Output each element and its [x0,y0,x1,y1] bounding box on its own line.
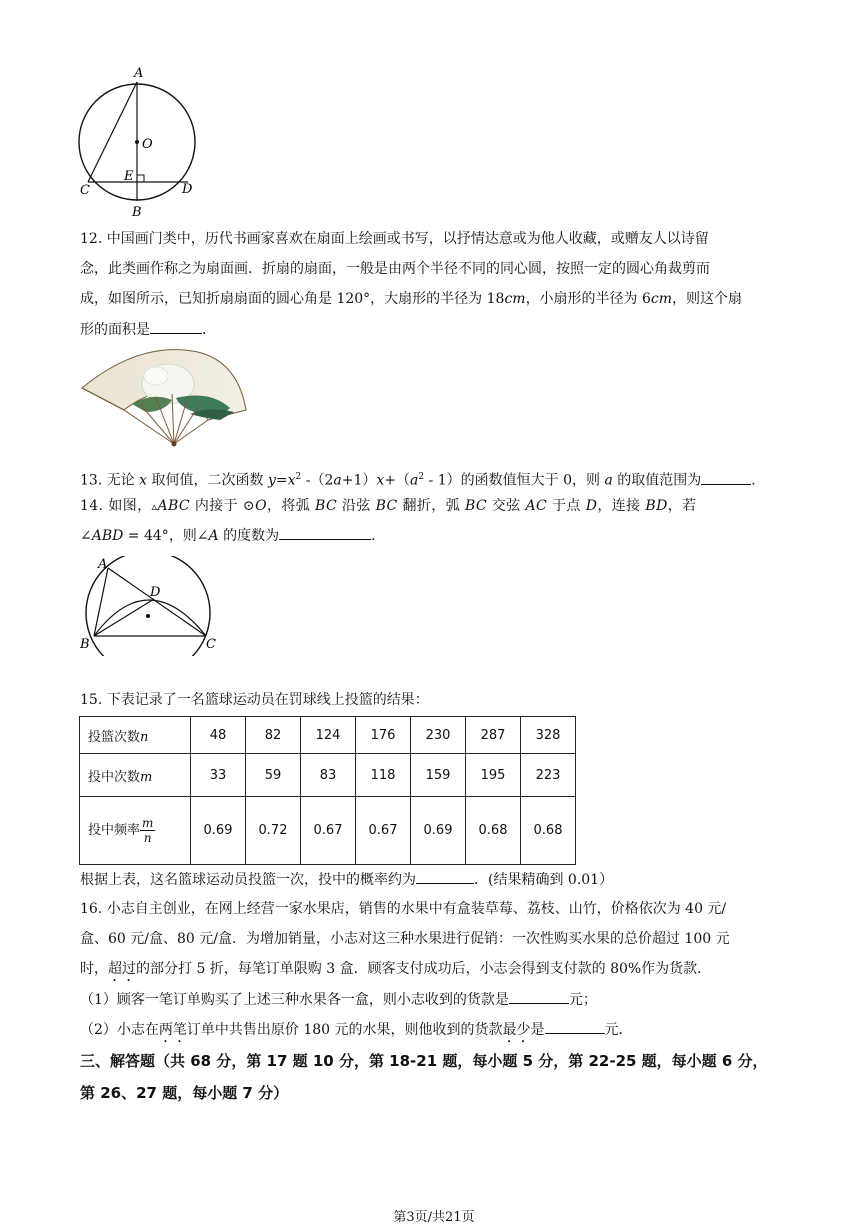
table-row [80,754,576,797]
label-d: D [182,182,193,197]
unit-cm-1: cm [504,291,526,307]
row-header [80,717,191,754]
label-d: D [150,585,161,600]
unit-cm-2: cm [650,291,673,307]
q14-t9: ，若 [667,498,697,514]
q12-text-c: ，则这个扇 [672,291,743,307]
exponent: 2 [418,472,425,482]
fraction-denominator: n [143,831,152,845]
table-cell: 83 [301,754,356,797]
fraction-m-over-n [140,816,155,845]
table-cell: 159 [411,754,466,797]
label-o: O [142,137,153,152]
table-cell: 0.69 [411,797,466,865]
q16-line-2: 盒、60 元/盒、80 元/盒．为增加销量，小志对这三种水果进行促销：一次性购买水果的总价超过 100 元 [80,931,730,947]
var-bc: BC [315,498,338,514]
label-e: E [124,169,134,184]
q12-line-2: 念，此类画作称之为扇面画．折扇的扇面，一般是由两个半径不同的同心圆，按照一定的圆心角裁剪而 [80,261,710,277]
var-ac: AC [525,498,548,514]
answer-blank-q13 [701,470,751,485]
var-a: A [208,528,219,544]
answer-blank-q16-2 [545,1019,605,1034]
row-label: 投篮次数 [88,729,141,745]
answer-blank-q14 [279,525,371,540]
table-row [80,797,576,865]
var-x: x [376,472,385,489]
var-n: n [140,729,149,745]
q13-t2: 取何值，二次函数 [147,472,268,489]
q16-sub1-end: 元； [568,992,597,1008]
var-m: m [140,769,153,785]
q16-sub-2 [80,1019,633,1046]
var-a: a [410,472,419,489]
row-label: 投中次数 [88,769,141,785]
var-a: a [333,472,342,489]
table-cell: 124 [301,717,356,754]
q13-t5: +1） [341,472,377,489]
q16-sub2-t3: 是 [530,1022,545,1038]
circle-symbol: ⊙ [242,498,256,514]
q14-line-1 [80,496,697,517]
q12-line-3 [80,289,742,309]
angle-symbol: ∠ [80,528,92,544]
q12-end: . [202,322,207,338]
q15-intro: 15. 下表记录了一名篮球运动员在罚球线上投篮的结果： [80,692,429,708]
q13-t7: - 1）的函数值恒大于 0，则 [424,472,605,489]
label-c: C [206,637,216,652]
answer-blank-q12 [150,319,202,334]
q12-text-d: 形的面积是 [80,322,150,338]
folding-fan-image [80,348,248,448]
emphasis-text: 最少 [502,1022,531,1038]
var-d: D [585,498,598,514]
q12-text-b: ，小扇形的半径为 6 [525,291,651,307]
q15-question [80,869,613,890]
row-header [80,797,191,865]
q16-line-1: 16. 小志自主创业，在网上经营一家水果店，销售的水果中有盒装草莓、荔枝、山竹，价格依次为 40 元/ [80,901,727,917]
fraction-numerator: m [142,816,154,830]
q14-t11: ，则∠ [168,528,209,544]
row-label: 投中频率 [88,823,141,838]
var-x: x [139,472,148,489]
q14-t12: 的度数为 [218,528,280,544]
q13-t4: -（2 [301,472,334,489]
q14-t4: 沿弦 [337,498,376,514]
var-o: O [255,498,267,514]
table-row [80,717,576,754]
table-cell: 328 [521,717,576,754]
shooting-results-table [79,716,576,865]
section-heading-line-2: 第 26、27 题，每小题 7 分） [80,1084,289,1102]
table-cell: 82 [246,717,301,754]
table-cell: 0.69 [191,797,246,865]
q14-end: . [371,528,376,544]
table-cell: 33 [191,754,246,797]
label-b: B [132,205,142,220]
circle-figure-q14 [78,556,224,656]
table-cell: 59 [246,754,301,797]
page-number: 第3页/共21页 [393,1210,475,1225]
table-cell: 0.68 [521,797,576,865]
q16-line-3 [80,959,711,985]
q15-text-b: ．(结果精确到 0.01） [474,872,614,888]
emphasis-text: 超过 [108,961,136,977]
var-y: y [267,472,276,489]
exponent: 2 [295,472,302,482]
circle-figure-q11 [78,62,208,222]
q12-line-4 [80,319,206,340]
q12-line-1: 12. 中国画门类中，历代书画家喜欢在扇面上绘画或书写，以抒情达意或为他人收藏，或赠友人以诗留 [80,231,709,247]
q16-t2: 的部分打 5 折，每笔订单限购 3 盒．顾客支付成功后，小志会得到支付款的 80%作为货款． [136,961,712,977]
q14-t7: 于点 [547,498,586,514]
table-cell: 223 [521,754,576,797]
q14-t8: ，连接 [597,498,646,514]
table-cell: 195 [466,754,521,797]
var-abc: ABC [157,498,191,514]
q13-t6: +（ [384,472,411,489]
var-abd: ABD [91,528,124,544]
q13-t3: = [275,472,288,489]
row-header [80,754,191,797]
q16-sub-1 [80,989,597,1010]
answer-blank-q16-1 [509,989,569,1004]
q16-sub2-t1: （2）小志在 [80,1022,159,1038]
var-a: a [604,472,613,489]
q12-text-a: 成，如图所示，已知折扇扇面的圆心角是 120°，大扇形的半径为 18 [80,291,505,307]
table-cell: 0.67 [356,797,411,865]
var-x: x [287,472,296,489]
table-cell: 0.72 [246,797,301,865]
q14-t2: 内接于 [190,498,243,514]
q16-sub1-text: （1）顾客一笔订单购买了上述三种水果各一盒，则小志收到的货款是 [80,992,509,1008]
q13-end: . [751,472,756,489]
q16-sub2-end: 元． [604,1022,633,1038]
label-a: A [134,66,144,81]
q15-text-a: 根据上表，这名篮球运动员投篮一次，投中的概率约为 [80,872,416,888]
q14-t10: = 44° [123,528,169,544]
var-bd: BD [645,498,668,514]
q14-t6: 交弦 [487,498,526,514]
table-cell: 0.68 [466,797,521,865]
q13-t1: 13. 无论 [80,472,140,489]
emphasis-text: 两笔 [158,1022,187,1038]
q14-t1: 14. 如图， [80,498,152,514]
label-a: A [98,557,108,572]
table-cell: 287 [466,717,521,754]
answer-blank-q15 [416,869,474,884]
table-cell: 0.67 [301,797,356,865]
q13-line [80,467,756,491]
q16-t1: 时， [80,961,108,977]
table-cell: 230 [411,717,466,754]
q14-t5: 翻折，弧 [397,498,465,514]
table-cell: 118 [356,754,411,797]
label-c: C [80,183,90,198]
triangle-symbol: ▵ [151,500,158,513]
q16-sub2-t2: 订单中共售出原价 180 元的水果，则他收到的货款 [186,1022,503,1038]
var-bc: BC [375,498,398,514]
q14-t3: ，将弧 [266,498,316,514]
table-cell: 176 [356,717,411,754]
table-cell: 48 [191,717,246,754]
q14-line-2 [80,525,376,546]
q13-t8: 的取值范围为 [612,472,702,489]
label-b: B [80,637,90,652]
section-heading-line-1: 三、解答题（共 68 分，第 17 题 10 分，第 18-21 题，每小题 5 分，第 22-25 题，每小题 6 分， [80,1052,768,1070]
var-bc: BC [464,498,488,514]
